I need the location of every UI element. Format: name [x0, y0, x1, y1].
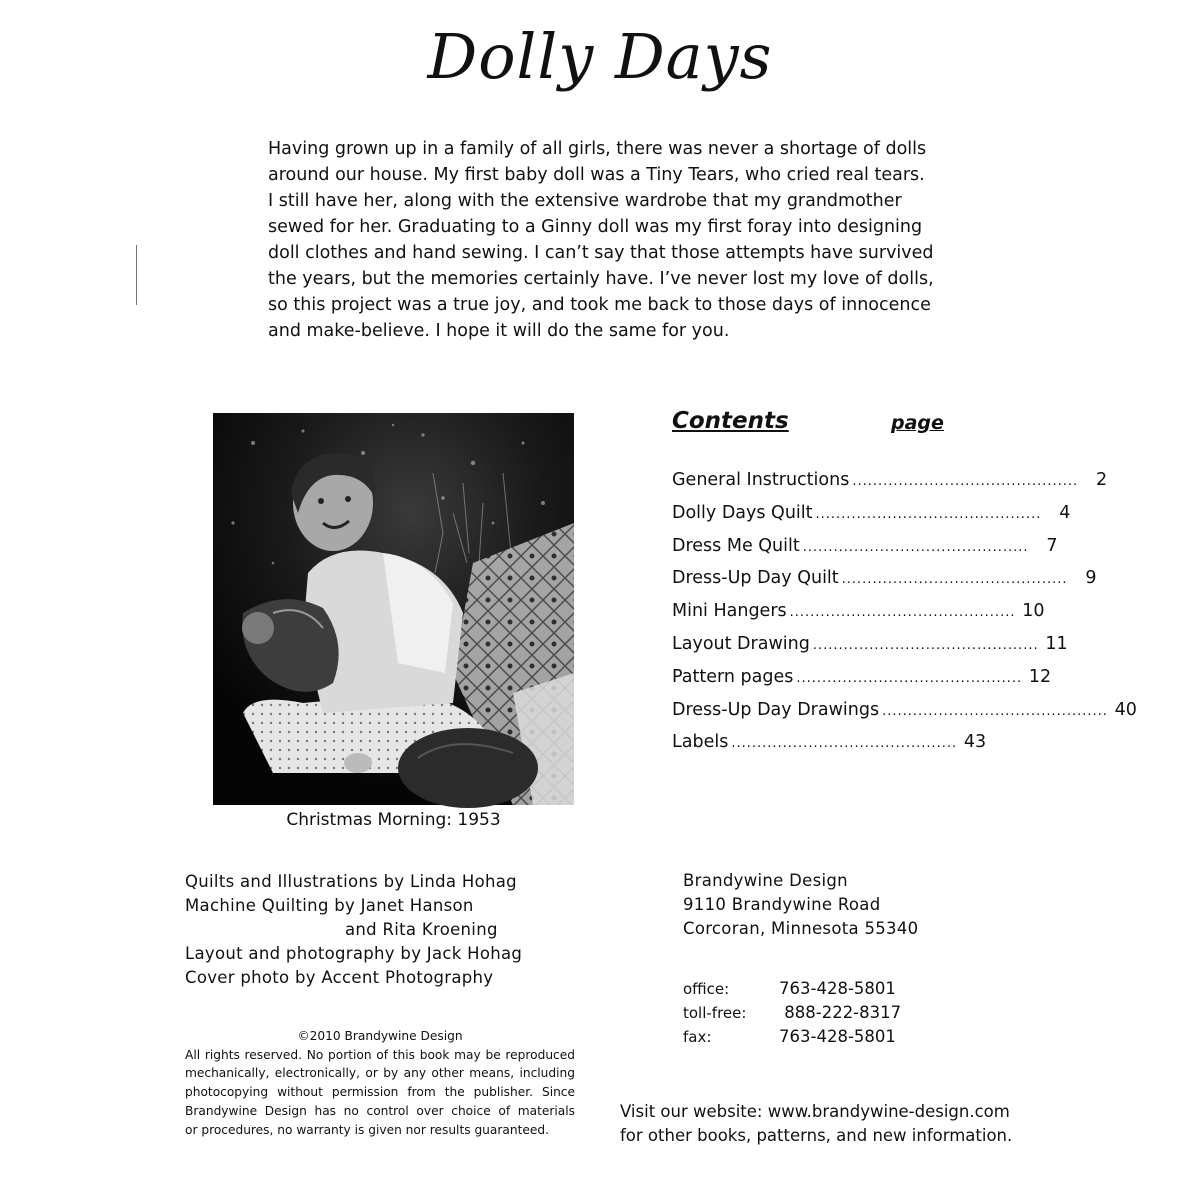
toc-entry-page: 4 [1059, 502, 1071, 523]
phone-row [683, 977, 901, 1001]
table-of-contents [672, 470, 1137, 765]
toc-entry [672, 601, 1045, 634]
toc-leader: ............................................ [731, 736, 958, 752]
phone-list [683, 977, 901, 1049]
phone-label: office: [683, 980, 730, 998]
contents-heading: Contents [672, 408, 789, 434]
toc-entry-label: Dolly Days Quilt [672, 502, 813, 523]
copyright-notice [185, 1027, 575, 1139]
toc-entry-page: 2 [1096, 470, 1108, 490]
toc-entry-label: Dress-Up Day Quilt [672, 568, 839, 589]
toc-leader: ............................................ [789, 605, 1016, 621]
credit-line: Machine Quilting by Janet Hanson [185, 896, 474, 915]
toc-entry [672, 535, 1058, 569]
toc-entry [672, 732, 987, 765]
toc-leader: ............................................ [852, 474, 1079, 489]
address-line: Corcoran, Minnesota 55340 [683, 919, 919, 938]
toc-entry-label: Dress Me Quilt [672, 535, 800, 556]
phone-number: 888-222-8317 [779, 1003, 902, 1022]
toc-entry-label: Mini Hangers [672, 601, 787, 622]
publisher-address [683, 869, 918, 941]
margin-mark [136, 245, 137, 305]
toc-entry-label: General Instructions [672, 470, 850, 490]
toc-entry [672, 568, 1097, 601]
toc-entry-label: Dress-Up Day Drawings [672, 699, 880, 720]
toc-leader: ............................................ [815, 506, 1042, 522]
phone-row [683, 1025, 901, 1049]
intro-line: the years, but the memories certainly have. I’ve never lost my love of dolls, [268, 269, 934, 289]
intro-line: so this project was a true joy, and took me back to those days of innocence [268, 295, 931, 315]
phone-label: toll-free: [683, 1004, 747, 1022]
photo-illustration [213, 413, 574, 805]
toc-leader: ............................................ [812, 637, 1039, 653]
intro-paragraph [268, 136, 948, 344]
phone-label: fax: [683, 1028, 712, 1046]
toc-entry-page: 9 [1085, 568, 1097, 589]
copyright-title: ©2010 Brandywine Design [297, 1029, 463, 1043]
phone-number: 763-428-5801 [779, 1027, 896, 1046]
credit-line: Cover photo by Accent Photography [185, 968, 494, 987]
copyright-line: mechanically, electronically, or by any other means, including [185, 1066, 575, 1081]
intro-line: sewed for her. Graduating to a Ginny doll was my first foray into designing [268, 217, 923, 237]
toc-leader: ............................................ [882, 703, 1108, 719]
website-line: Visit our website: www.brandywine-design.com [620, 1102, 1010, 1121]
toc-entry-page: 11 [1045, 633, 1068, 654]
toc-entry-page: 40 [1114, 699, 1137, 720]
address-line: 9110 Brandywine Road [683, 895, 881, 914]
page-title: Dolly Days [427, 20, 773, 93]
toc-leader: ............................................ [841, 572, 1068, 588]
credit-line: Layout and photography by Jack Hohag [185, 944, 523, 963]
intro-line: Having grown up in a family of all girls, there was never a shortage of dolls [268, 139, 927, 159]
toc-entry [672, 633, 1068, 667]
credit-line: Quilts and Illustrations by Linda Hohag [185, 872, 517, 891]
copyright-line: photocopying without permission from the publisher. Since [185, 1085, 575, 1100]
website-line: for other books, patterns, and new information. [620, 1126, 1013, 1145]
christmas-photo [213, 413, 574, 805]
toc-leader: ............................................ [802, 539, 1029, 555]
toc-entry-page: 12 [1028, 666, 1052, 687]
copyright-line: All rights reserved. No portion of this book may be reproduced [185, 1047, 575, 1062]
toc-entry [672, 470, 1108, 503]
intro-line: doll clothes and hand sewing. I can’t say that those attempts have survived [268, 243, 934, 263]
address-line: Brandywine Design [683, 871, 848, 890]
copyright-line: Brandywine Design has no control over choice of materials [185, 1103, 575, 1118]
credit-line: and Rita Kroening [345, 920, 498, 939]
website-notice [620, 1100, 1012, 1148]
toc-entry-label: Labels [672, 732, 729, 753]
copyright-line: or procedures, no warranty is given nor results guaranteed. [185, 1122, 549, 1137]
toc-entry [672, 666, 1052, 700]
intro-line: around our house. My first baby doll was a Tiny Tears, who cried real tears. [268, 165, 925, 185]
toc-entry-label: Pattern pages [672, 666, 794, 687]
photo-caption: Christmas Morning: 1953 [286, 810, 501, 830]
intro-line: I still have her, along with the extensive wardrobe that my grandmother [268, 191, 902, 211]
toc-leader: ............................................ [796, 670, 1023, 686]
toc-entry-page: 10 [1022, 601, 1045, 622]
toc-entry-label: Layout Drawing [672, 633, 810, 654]
contents-page-heading: page [891, 412, 944, 434]
intro-line: and make-believe. I hope it will do the same for you. [268, 321, 730, 341]
toc-entry [672, 699, 1137, 733]
toc-entry-page: 7 [1046, 535, 1058, 556]
credits [185, 870, 522, 990]
phone-row [683, 1001, 901, 1025]
toc-entry-page: 43 [963, 732, 987, 753]
toc-entry [672, 502, 1071, 536]
phone-number: 763-428-5801 [779, 979, 896, 998]
